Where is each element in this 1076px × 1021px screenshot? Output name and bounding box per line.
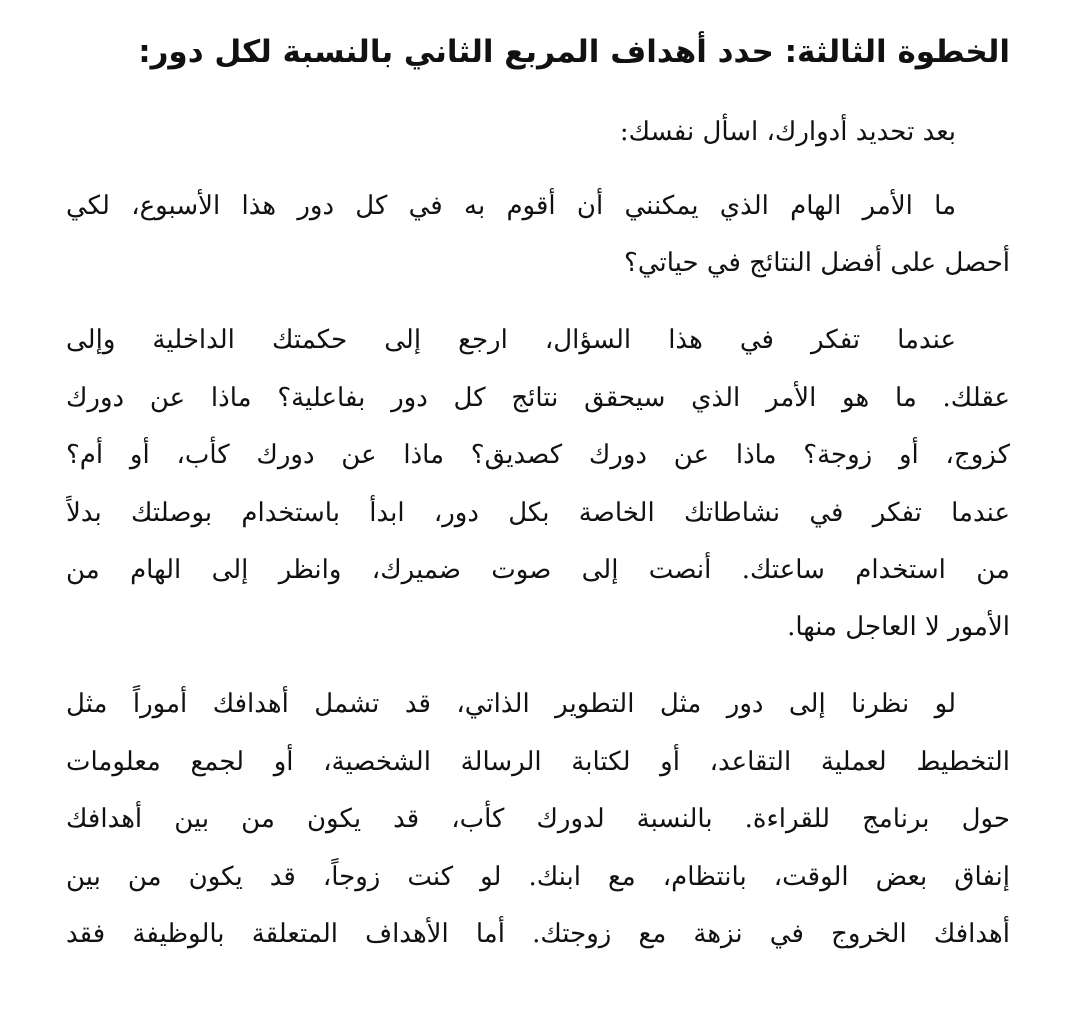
paragraph-4-line-4: إنفاق بعض الوقت، بانتظام، مع ابنك. لو كنت زوجاً، قد يكون من بين [66, 862, 1010, 892]
paragraph-4-line-2: التخطيط لعملية التقاعد، أو لكتابة الرسالة الشخصية، أو لجمع معلومات [66, 747, 1010, 777]
section-heading: الخطوة الثالثة: حدد أهداف المربع الثاني بالنسبة لكل دور: [138, 34, 1010, 70]
paragraph-4-line-5: أهدافك الخروج في نزهة مع زوجتك. أما الأهداف المتعلقة بالوظيفة فقد [66, 919, 1010, 949]
paragraph-3-line-2: عقلك. ما هو الأمر الذي سيحقق نتائج كل دور بفاعلية؟ ماذا عن دورك [66, 383, 1010, 413]
paragraph-3-line-4: عندما تفكر في نشاطاتك الخاصة بكل دور، ابدأ باستخدام بوصلتك بدلاً [66, 498, 1010, 528]
paragraph-4-line-3: حول برنامج للقراءة. بالنسبة لدورك كأب، قد يكون من بين أهدافك [66, 804, 1010, 834]
paragraph-3-line-1: عندما تفكر في هذا السؤال، ارجع إلى حكمتك الداخلية وإلى [66, 325, 956, 355]
paragraph-1-line-1: بعد تحديد أدوارك، اسأل نفسك: [619, 117, 956, 147]
paragraph-3-line-6: الأمور لا العاجل منها. [787, 612, 1010, 642]
paragraph-2-line-2: أحصل على أفضل النتائج في حياتي؟ [624, 248, 1010, 278]
paragraph-3-line-5: من استخدام ساعتك. أنصت إلى صوت ضميرك، وانظر إلى الهام من [66, 555, 1010, 585]
paragraph-2-line-1: ما الأمر الهام الذي يمكنني أن أقوم به في كل دور هذا الأسبوع، لكي [66, 191, 956, 221]
paragraph-4-line-1: لو نظرنا إلى دور مثل التطوير الذاتي، قد تشمل أهدافك أموراً مثل [66, 689, 956, 719]
paragraph-3-line-3: كزوج، أو زوجة؟ ماذا عن دورك كصديق؟ ماذا عن دورك كأب، أو أم؟ [66, 440, 1010, 470]
